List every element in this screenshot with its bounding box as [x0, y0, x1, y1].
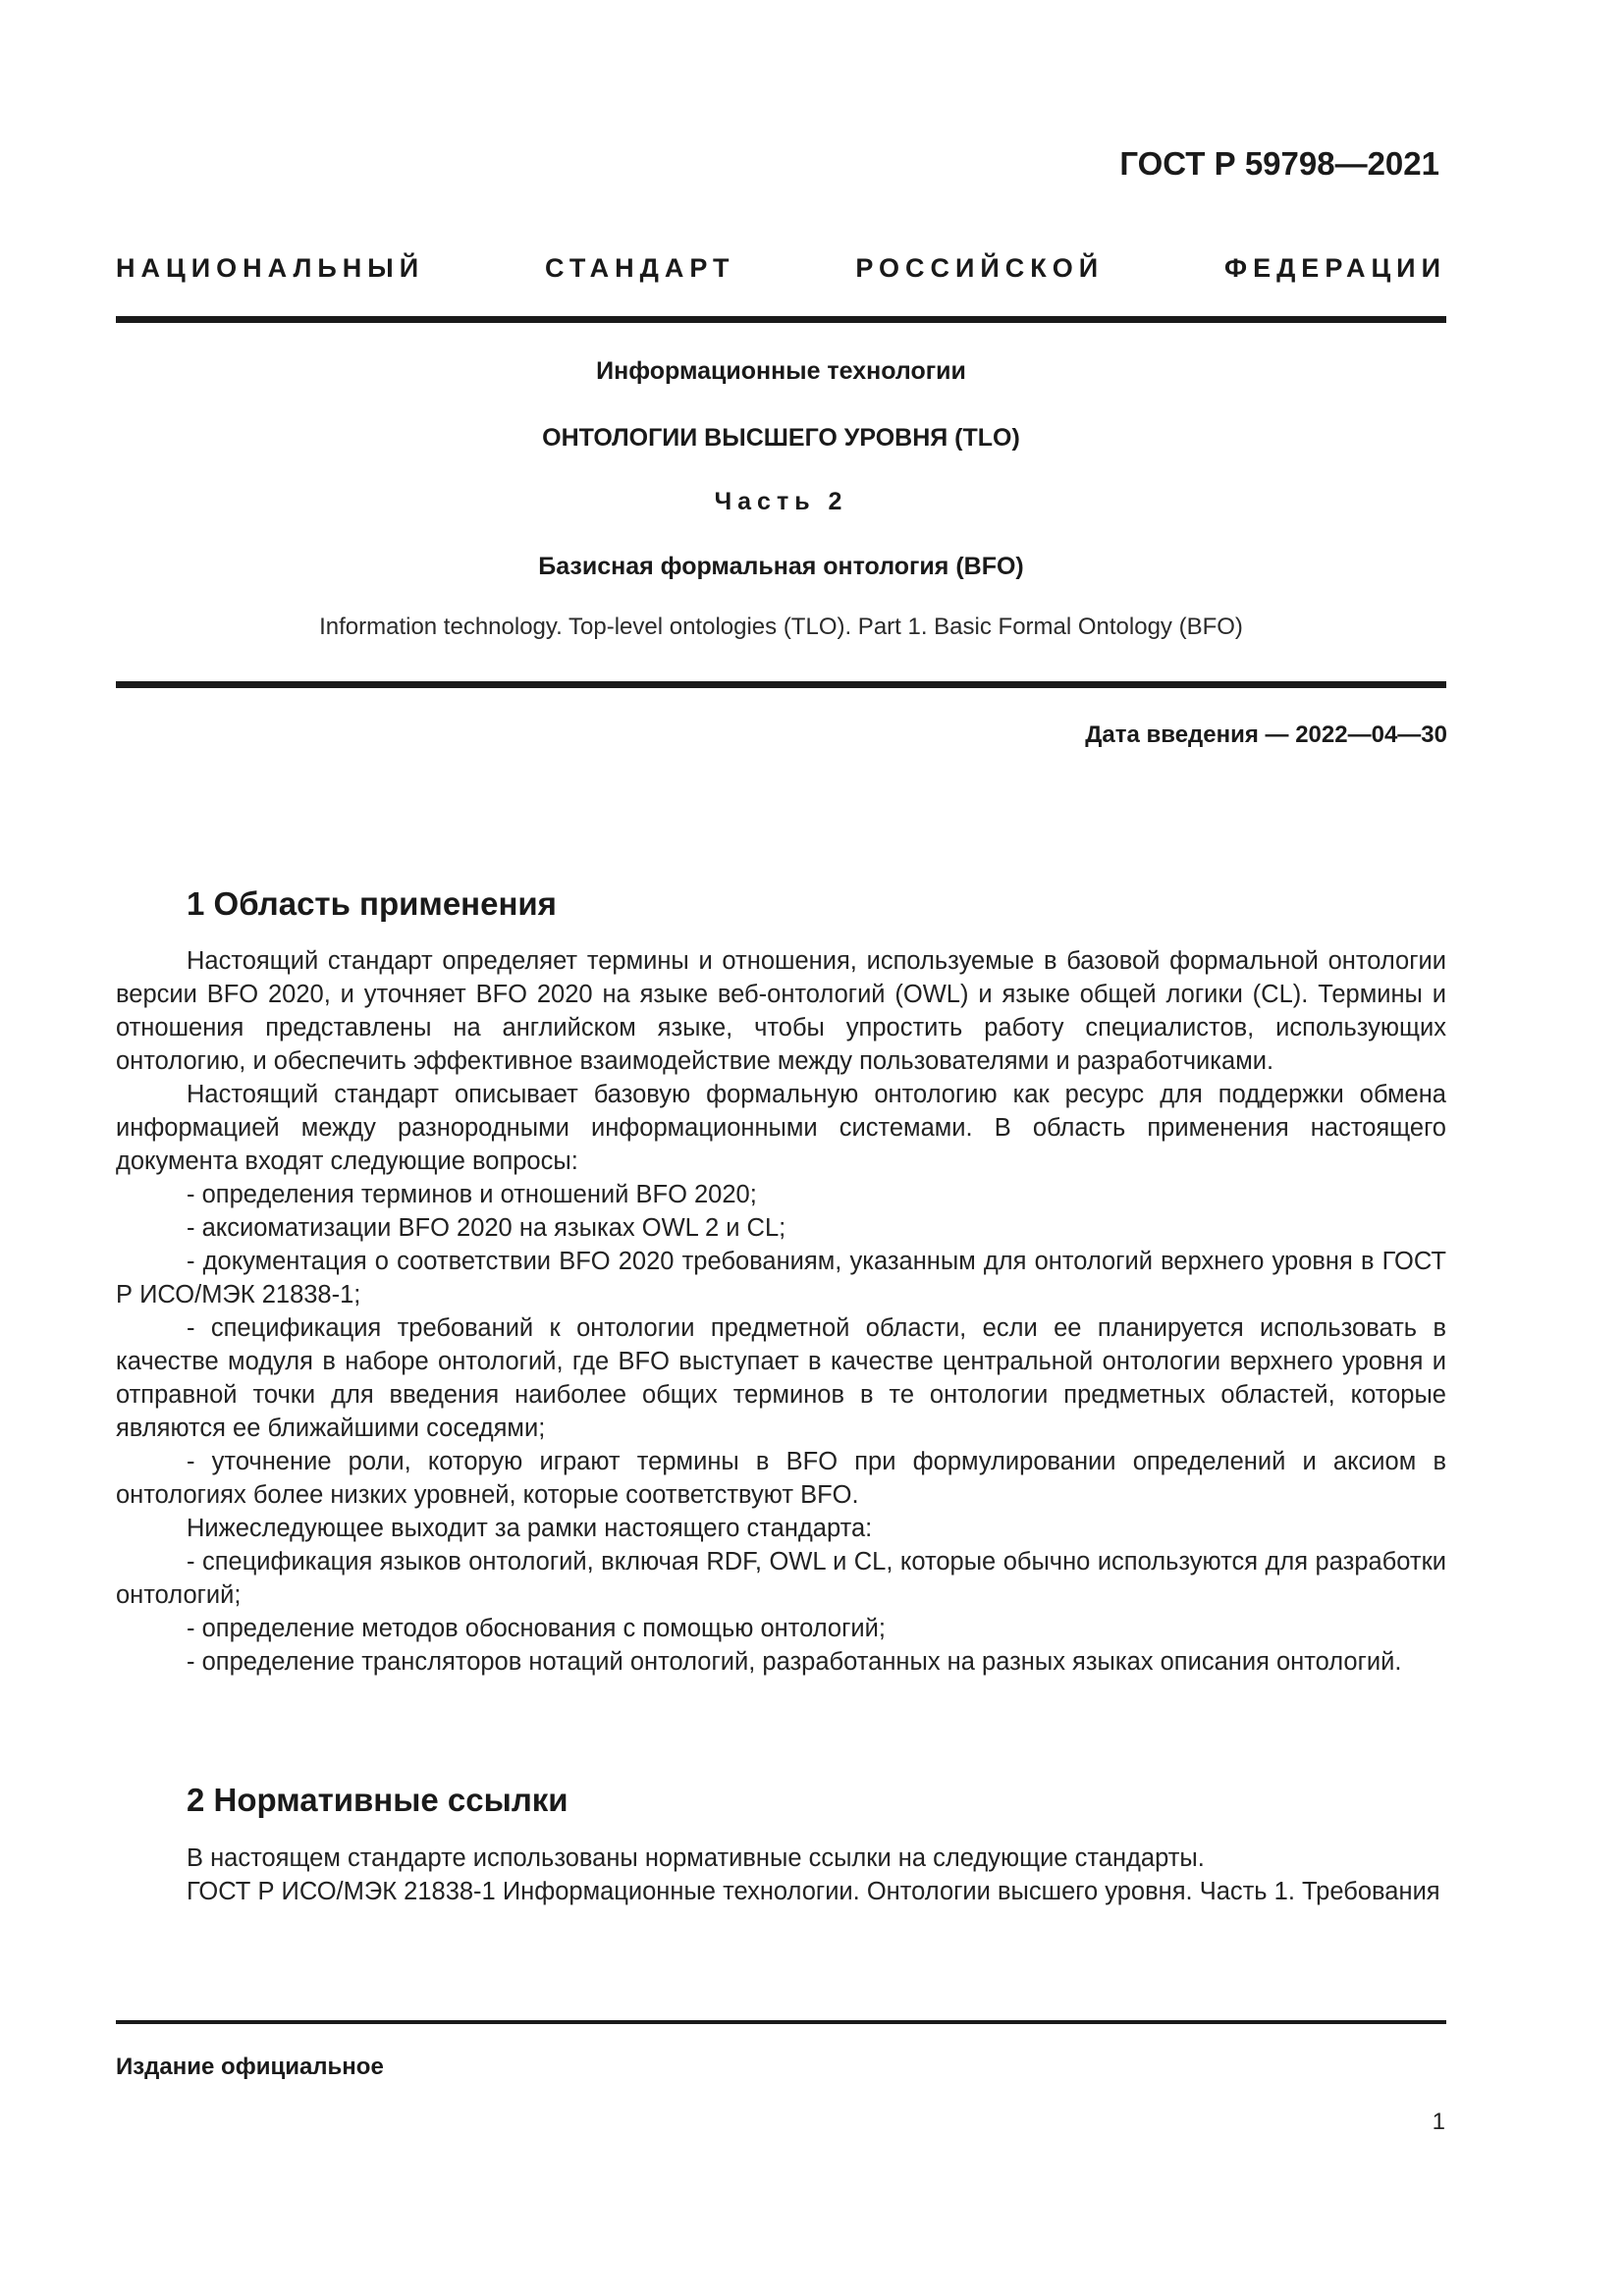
section-2-heading: 2 Нормативные ссылки [187, 1782, 568, 1818]
list-item: - спецификация требований к онтологии предметной области, если ее планируется использовать в качестве модуля в наборе онтологий, где BFO выступает в качестве центральной онтологии верхнего уровня и отправной точки для введения наиболее общих терминов в те онтологии предметных областей, которые являются ее ближайшими соседями; [116, 1314, 1446, 1442]
paragraph: Настоящий стандарт определяет термины и отношения, используемые в базовой формальной онтологии версии BFO 2020, и уточняет BFO 2020 на языке веб-онтологий (OWL) и языке общей логики (CL). Термины и отношения представлены на английском языке, чтобы упростить работу специалистов, использующих онтологию, и обеспечить эффективное взаимодействие между пользователями и разработчиками. [116, 947, 1446, 1075]
section-2-body [116, 1842, 1446, 1908]
page-number: 1 [1432, 2109, 1445, 2135]
title-line-3: Базисная формальная онтология (BFO) [538, 553, 1024, 580]
section-1-heading: 1 Область применения [187, 885, 557, 922]
top-divider [116, 316, 1446, 323]
list-item: - документация о соответствии BFO 2020 требованиям, указанным для онтологий верхнего уровня в ГОСТ Р ИСО/МЭК 21838-1; [116, 1248, 1446, 1308]
list-item: - определение трансляторов нотаций онтологий, разработанных на разных языках описания онтологий. [187, 1648, 1402, 1676]
national-standard-title: НАЦИОНАЛЬНЫЙ СТАНДАРТ РОССИЙСКОЙ ФЕДЕРАЦИИ [116, 253, 1446, 283]
list-item: - аксиоматизации BFO 2020 на языках OWL 2 и CL; [187, 1214, 786, 1242]
list-item: - определение методов обоснования с помощью онтологий; [187, 1615, 886, 1642]
list-item: - спецификация языков онтологий, включая RDF, OWL и CL, которые обычно используются для разработки онтологий; [116, 1548, 1446, 1609]
title-line-1: Информационные технологии [596, 357, 966, 385]
footer-divider [116, 2020, 1446, 2024]
official-edition-label: Издание официальное [116, 2054, 384, 2080]
paragraph: В настоящем стандарте использованы нормативные ссылки на следующие стандарты. [187, 1844, 1205, 1872]
date-of-introduction: Дата введения — 2022—04—30 [1085, 721, 1447, 748]
paragraph: ГОСТ Р ИСО/МЭК 21838-1 Информационные технологии. Онтологии высшего уровня. Часть 1. Требования [187, 1878, 1440, 1905]
english-title: Information technology. Top-level ontologies (TLO). Part 1. Basic Formal Ontology (BFO) [319, 614, 1243, 640]
section-1-body [116, 944, 1446, 1679]
list-item: - уточнение роли, которую играют термины в BFO при формулировании определений и аксиом в онтологиях более низких уровней, которые соответствуют BFO. [116, 1448, 1446, 1509]
title-line-2: ОНТОЛОГИИ ВЫСШЕГО УРОВНЯ (TLO) [542, 424, 1020, 452]
title-divider [116, 681, 1446, 688]
title-part: Часть 2 [714, 488, 848, 515]
list-item: - определения терминов и отношений BFO 2020; [187, 1181, 757, 1208]
paragraph: Нижеследующее выходит за рамки настоящего стандарта: [187, 1515, 873, 1542]
standard-designation: ГОСТ Р 59798—2021 [1119, 145, 1439, 182]
paragraph: Настоящий стандарт описывает базовую формальную онтологию как ресурс для поддержки обмена информацией между разнородными информационными системами. В область применения настоящего документа входят следующие вопросы: [116, 1081, 1446, 1175]
